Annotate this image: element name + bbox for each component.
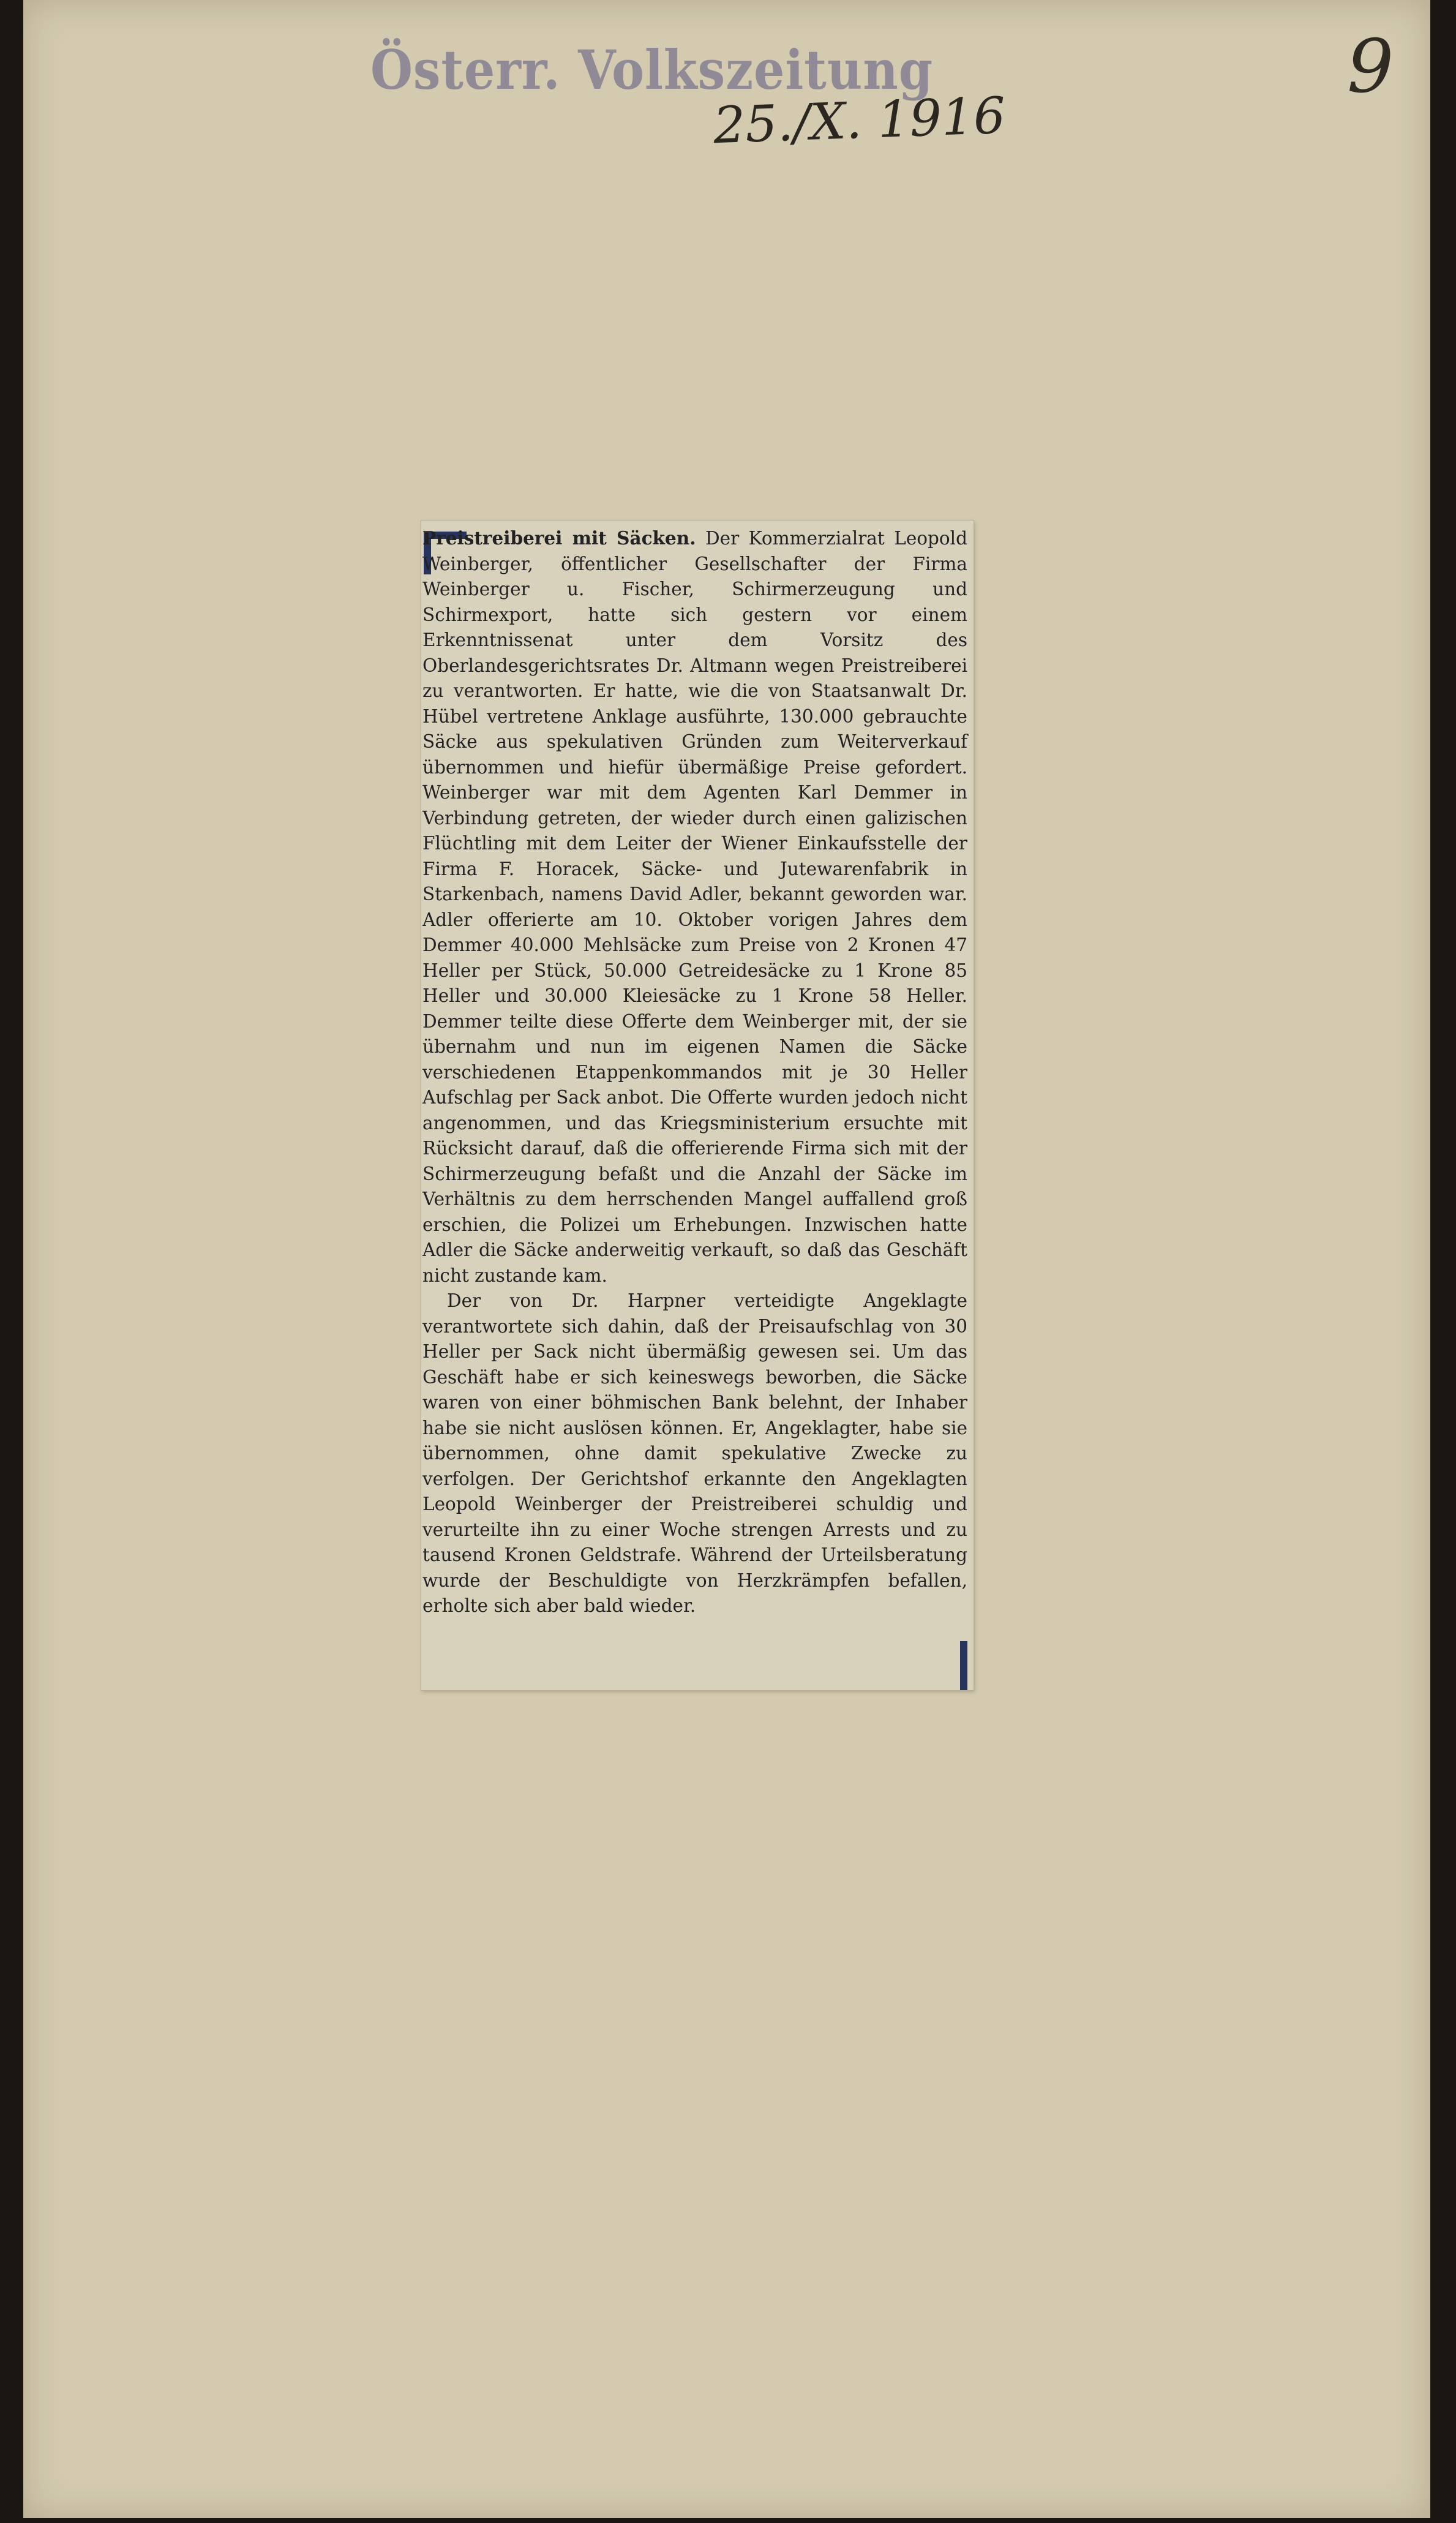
newspaper-stamp: Österr. Volkszeitung [370, 38, 934, 102]
article-paragraph-1 [422, 525, 967, 1288]
blue-pencil-mark-bottom [960, 1641, 967, 1690]
article-headline: Preistreiberei mit Säcken. [422, 527, 696, 549]
article-body [422, 525, 967, 1619]
folio-number: 9 [1347, 24, 1394, 110]
article-text-1: Der Kommerzialrat Leopold Weinberger, öffentlicher Gesellschafter der Firma Weinberger u. Fischer, Schirmerzeugung und Schirmexport, hatte sich gestern vor einem Erkenntnissenat unter dem Vorsitz des Oberlandesgerichtsrates Dr. Altmann wegen Preistreiberei zu verantworten. Er hatte, wie die von Staatsanwalt Dr. Hübel vertretene Anklage ausführte, 130.000 gebrauchte Säcke aus spekulativen Gründen zum Weiterverkauf übernommen und hiefür übermäßige Preise gefordert. Weinberger war mit dem Agenten Karl Demmer in Verbindung getreten, der wieder durch einen galizischen Flüchtling mit dem Leiter der Wiener Einkaufsstelle der Firma F. Horacek, Säcke- und Jutewarenfabrik in Starkenbach, namens David Adler, bekannt geworden war. Adler offerierte am 10. Oktober vorigen Jahres dem Demmer 40.000 Mehlsäcke zum Preise von 2 Kronen 47 Heller per Stück, 50.000 Getreidesäcke zu 1 Krone 85 Heller und 30.000 Kleiesäcke zu 1 Krone 58 Heller. Demmer teilte diese Offerte dem Weinberger mit, der sie übernahm und nun im eigenen Namen die Säcke verschiedenen Etappenkommandos mit je 30 Heller Aufschlag per Sack anbot. Die Offerte wurden jedoch nicht angenommen, und das Kriegsministerium ersuchte mit Rücksicht darauf, daß die offerierende Firma sich mit der Schirmerzeugung befaßt und die Anzahl der Säcke im Verhältnis zu dem herrschenden Mangel auffallend groß erschien, die Polizei um Erhebungen. Inzwischen hatte Adler die Säcke anderweitig verkauft, so daß das Geschäft nicht zustande kam. [422, 528, 967, 1286]
handwritten-date: 25./X. 1916 [712, 86, 1007, 156]
article-paragraph-2: Der von Dr. Harpner verteidigte Angeklagte verantwortete sich dahin, daß der Preisaufschlag von 30 Heller per Sack nicht übermäßig gewesen sei. Um das Geschäft habe er sich keineswegs beworben, die Säcke waren von einer böhmischen Bank belehnt, der Inhaber habe sie nicht auslösen können. Er, Angeklagter, habe sie übernommen, ohne damit spekulative Zwecke zu verfolgen. Der Gerichtshof erkannte den Angeklagten Leopold Weinberger der Preistreiberei schuldig und verurteilte ihn zu einer Woche strengen Arrests und zu tausend Kronen Geldstrafe. Während der Urteilsberatung wurde der Beschuldigte von Herzkrämpfen befallen, erholte sich aber bald wieder. [422, 1290, 967, 1616]
